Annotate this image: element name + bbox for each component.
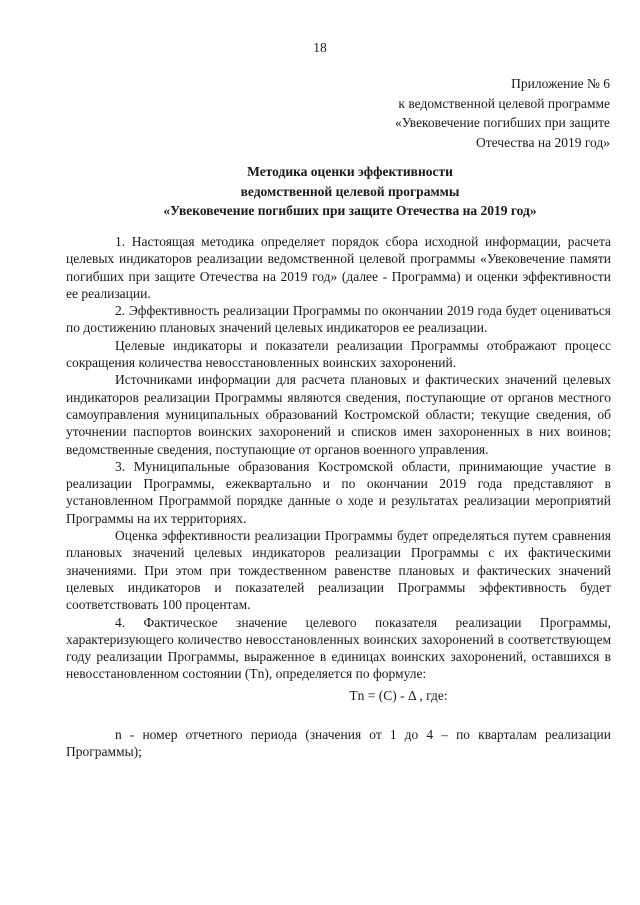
- appendix-line: Отечества на 2019 год»: [475, 134, 610, 150]
- paragraph: Оценка эффективности реализации Программы будет определяться путем сравнения плановых значений целевых индикаторов реализации Программы с их фактическими значениями. При этом при тождественном равенстве плановых и фактических значений целевых индикаторов и показателей реализации Программы эффективность будет соответствовать 100 процентам.: [66, 528, 611, 613]
- paragraph: Источниками информации для расчета плановых и фактических значений целевых индикаторов реализации Программы являются сведения, поступающие от органов местного самоуправления муниципальных образований Костромской области; текущие сведения, об уточнении паспортов воинских захоронений и списков имен захороненных в них воинов; ведомственные сведения, поступающие от органов военного управления.: [66, 372, 611, 457]
- paragraph: Целевые индикаторы и показатели реализации Программы отображают процесс сокращения количества невосстановленных воинских захоронений.: [66, 337, 611, 371]
- document-body: [66, 233, 611, 761]
- paragraph: 3. Муниципальные образования Костромской области, принимающие участие в реализации Программы, ежеквартально и по окончании 2019 года представляют в установленном Программой порядке данные о ходе и результатах реализации мероприятий Программы на их территориях.: [66, 458, 611, 526]
- appendix-header: [280, 74, 610, 152]
- appendix-line: «Увековечение погибших при защите: [394, 115, 610, 130]
- paragraph: 4. Фактическое значение целевого показателя реализации Программы, характеризующего количество невосстановленных воинских захоронений в соответствующем году реализации Программы, выраженное в единицах воинских захоронений, оставшихся в невосстановленном состоянии (Тn), определяется по формуле:: [66, 614, 611, 682]
- paragraph: 2. Эффективность реализации Программы по окончании 2019 года будет оцениваться по достижению плановых значений целевых индикаторов ее реализации.: [66, 303, 611, 336]
- title-line: ведомственной целевой программы: [240, 183, 460, 199]
- document-title: [60, 162, 640, 221]
- appendix-line: к ведомственной целевой программе: [398, 95, 610, 111]
- definition-paragraph: n - номер отчетного периода (значения от 1 до 4 – по кварталам реализации Программы);: [66, 727, 611, 760]
- page-number: 18: [313, 40, 327, 55]
- title-line: «Увековечение погибших при защите Отечества на 2019 год»: [163, 203, 537, 218]
- appendix-line: Приложение № 6: [511, 76, 610, 91]
- formula: Тn = (С) - Δ , где:: [349, 687, 448, 703]
- title-line: Методика оценки эффективности: [247, 164, 453, 179]
- paragraph: 1. Настоящая методика определяет порядок сбора исходной информации, расчета целевых индикаторов реализации ведомственной целевой программы «Увековечение памяти погибших при защите Отечества на 2019 год» (далее - Программа) и оценки эффективности ее реализации.: [66, 234, 611, 301]
